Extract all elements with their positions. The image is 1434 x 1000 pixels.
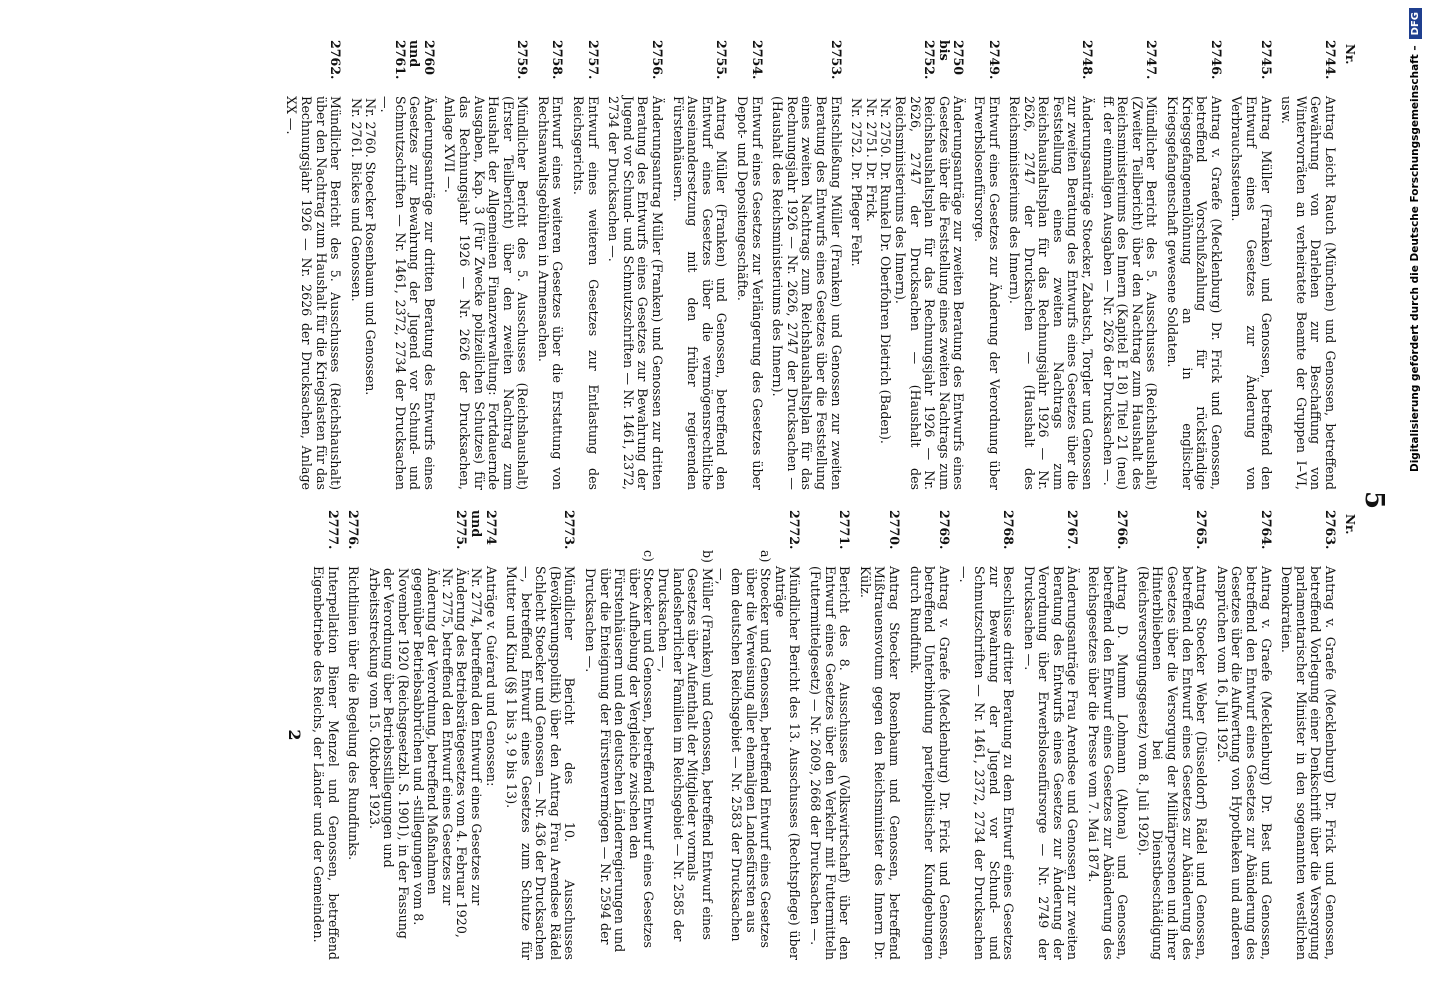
entry-number: 2766. xyxy=(1115,510,1131,550)
sub-entry xyxy=(583,510,656,960)
document-entry xyxy=(1007,40,1095,490)
entry-number: 2769. xyxy=(936,510,952,550)
entry-number: 2750 bis 2752. xyxy=(922,40,967,80)
entry-number: 2758. xyxy=(550,40,566,80)
digitization-stamp xyxy=(1404,8,1426,988)
sub-entry-text: Nr. 2774, betreffend den Entwurf eines Gesetzes zur Änderung des Betriebsrätegesetzes vom 4. Februar 1920, xyxy=(454,568,484,938)
sub-entry-label: c) xyxy=(641,550,657,562)
document-entry xyxy=(807,510,851,960)
entry-text: Antrag Stoecker Rosenbaum und Genossen, betreffend Mißtrauensvotum gegen den Reichsminister des Innern Dr. Külz. xyxy=(857,566,902,960)
document-entry xyxy=(772,510,801,960)
entry-text: Antrag v. Graefe (Mecklenburg) Dr. Frick und Genossen, betreffend Vorschußzahlung für rückständige Kriegsgefangenenlöhnung an in englischer Kriegsgefangenschaft gewesene Soldaten. xyxy=(1165,96,1224,490)
entry-number: 2777. xyxy=(325,510,341,550)
entry-text: Entwurf eines weiteren Gesetzes über die Erstattung von Rechtsanwaltsgebühren in Armensachen. xyxy=(535,96,566,490)
document-entry xyxy=(504,510,577,960)
entry-number: 2764. xyxy=(1258,510,1274,550)
sub-entry xyxy=(366,510,454,960)
sub-entry-text: Nr. 2752. Dr. Pfleger Fehr. xyxy=(849,98,865,267)
entry-text: Entschließung Müller (Franken) und Genossen zur zweiten Beratung des Entwurfs eines Gesetzes über die Feststellung eines zweiten Nachtrags zum Reichshaushaltsplan für das Rechnungsjahr 1926 — Nr. 2626, 2747 der Drucksachen — (Haushalt des Reichsministeriums des Innern). xyxy=(770,96,844,490)
entry-number: 2762. xyxy=(328,40,344,80)
document-entry xyxy=(606,40,664,490)
document-entry xyxy=(892,40,965,490)
entry-text: Beschlüsse dritter Beratung zu dem Entwurf eines Gesetzes zur Bewahrung der Jugend vor Schund- und Schmutzschriften — Nr. 1461, 2372, 2734 der Drucksachen —. xyxy=(957,566,1017,960)
entry-text: Mündlicher Bericht des 5. Ausschusses (Reichshaushalt) (Erster Teilbericht) über den zweiten Nachtrag zum Haushalt der Allgemeinen Finanzverwaltung: Fortdauernde Ausgaben, Kap. 3 (Für Zwecke polizeilichen Schutzes) für das Rechnungsjahr 1926 — Nr. 2626 der Drucksachen, Anlage XVII —. xyxy=(442,96,531,490)
document-entry xyxy=(1279,40,1337,490)
entry-text: Antrag D. Mumm Lohmann (Altona) und Genossen, betreffend den Entwurf eines Gesetzes zur Abänderung des Reichsgesetzes über die Presse vom 7. Mai 1874. xyxy=(1086,566,1131,960)
entry-number: 2774 und 2775. xyxy=(454,510,499,550)
left-column xyxy=(284,40,1357,490)
document-entry xyxy=(907,510,951,960)
entry-number: 2745. xyxy=(1258,40,1274,80)
entry-text: Änderungsantrag Müller (Franken) und Genossen zur dritten Beratung des Entwurfs eines Gesetzes zur Bewahrung der Jugend vor Schund- und Schmutzschriften — Nr. 1461, 2372, 2734 der Drucksachen —. xyxy=(606,96,666,490)
entry-number: 2768. xyxy=(1001,510,1017,550)
document-page xyxy=(7,20,1397,980)
entry-number: 2753. xyxy=(828,40,844,80)
sub-entry-text: Stoecker und Genossen, betreffend Entwurf eines Gesetzes über Aufhebung der Vergleiche zwischen den Fürstenhäusern und den deutschen Länderregierungen und über die Enteignung der Fürstenvermögen — Nr. 2594 der Drucksachen —. xyxy=(583,568,657,953)
entry-text: Mündlicher Bericht des 5. Ausschusses (Reichshaushalt) (Zweiter Teilbericht) über den Nachtrag zum Haushalt des Reichsministeriums des Innern (Kapitel E 18) Titel 21 (neu) ff. der einmaligen Ausgaben — Nr. 2626 der Drucksachen —. xyxy=(1100,96,1160,490)
entry-text: Mündlicher Bericht des 5. Ausschusses (Reichshaushalt) über den Nachtrag zum Haushalt für die Kriegslasten für das Rechnungsjahr 1926 — Nr. 2626 der Drucksachen, Anlage XX —. xyxy=(284,96,344,490)
sub-entry-text: Nr. 2750. Dr. Runkel Dr. Oberfohren Dietrich (Baden). xyxy=(878,98,894,444)
entry-text: Mündlicher Bericht des 13. Ausschusses (Rechtspflege) über Anträge xyxy=(772,566,803,960)
sub-entry xyxy=(878,40,893,490)
entry-text: Entwurf eines Gesetzes zur Änderung der Verordnung über Erwerbslosenfürsorge. xyxy=(971,96,1002,490)
sub-entry-text: Stoecker und Genossen, betreffend Entwurf eines Gesetzes über die Verweisung aller ehemaligen Landesfürsten aus dem deutschen Reichsgebiet — Nr. 2583 der Drucksachen —, xyxy=(714,568,774,948)
entry-number: 2748. xyxy=(1080,40,1096,80)
document-entry xyxy=(971,40,1000,490)
dfg-logo: DFG xyxy=(1409,8,1422,39)
nr-column-header-left: Nr. xyxy=(1343,44,1357,65)
document-entry xyxy=(957,510,1015,960)
document-entry xyxy=(442,40,530,490)
page-number: 5 xyxy=(1359,490,1389,510)
entry-number: 2771. xyxy=(837,510,853,550)
entry-text: Änderungsanträge zur dritten Beratung des Entwurfs eines Gesetzes zur Bewahrung der Jugend vor Schund- und Schmutzschriften — Nr. 1461, 2372, 2734 der Drucksachen —. xyxy=(377,96,437,490)
right-column xyxy=(285,510,1357,960)
entry-number: 2767. xyxy=(1065,510,1081,550)
sub-entry xyxy=(363,40,378,490)
entry-text: Antrag v. Graefe (Mecklenburg) Dr. Frick und Genossen, betreffend Vorlegung einer Denkschrift über die Versorgung parlamentarischer Minister in den sogenannten westlichen Demokratien. xyxy=(1279,566,1338,960)
document-entry xyxy=(1164,40,1222,490)
sub-entry-text: Nr. 2775, betreffend den Entwurf eines Gesetzes zur Änderung der Verordnung, betreffend Maßnahmen gegenüber Betriebsabbrüchen und -stillegungen vom 8. November 1920 (Reichsgesetzbl. S. 1901), in der Fassung der Verordnung über Betriebsstillegungen und Arbeitsstreckung vom 15. Oktober 1923. xyxy=(366,568,455,939)
entry-text: Antrag Müller (Franken) und Genossen, betreffend den Entwurf eines Gesetzes über die vermögensrechtliche Auseinandersetzung mit den früher regierenden Fürstenhäusern. xyxy=(670,96,730,490)
entry-text: Änderungsanträge zur zweiten Beratung des Entwurfs eines Gesetzes über die Feststellung eines zweiten Nachtrags zum Reichshaushaltsplan für das Rechnungsjahr 1926 — Nr. 2626, 2747 der Drucksachen — (Haushalt des Reichsministeriums des Innern). xyxy=(892,96,967,490)
sub-entry xyxy=(454,510,483,960)
entry-text: Bericht des 8. Ausschusses (Volkswirtschaft) über den Entwurf eines Gesetzes über den Verkehr mit Futtermitteln (Futtermittelgesetz) — Nr. 2609, 2668 der Drucksachen —. xyxy=(808,566,853,960)
entry-number: 2772. xyxy=(787,510,803,550)
entry-text: Änderungsanträge Frau Arendsee und Genossen zur zweiten Beratung des Entwurfs eines Gesetzes zur Änderung der Verordnung über Erwerbslosenfürsorge — Nr. 2749 der Drucksachen —. xyxy=(1021,566,1081,960)
document-entry xyxy=(1279,510,1337,960)
entry-text: Entwurf eines Gesetzes zur Verlängerung des Gesetzes über Depot- und Depositengeschäfte. xyxy=(735,96,765,490)
document-entry xyxy=(734,40,763,490)
document-entry xyxy=(1021,510,1079,960)
document-entry xyxy=(310,510,339,960)
document-entry xyxy=(670,40,728,490)
entry-text: Änderungsanträge Stoecker, Zabatsch, Torgler und Genossen zur zweiten Beratung des Entwurfs eines Gesetzes über die Feststellung eines zweiten Nachtrags zum Reichshaushaltsplan für das Rechnungsjahr 1926 — Nr. 2626, 2747 der Drucksachen — (Haushalt des Reichsministeriums des Innern). xyxy=(1007,96,1096,490)
document-entry xyxy=(770,40,843,490)
entry-text: Anträge v. Guérard und Genossen: xyxy=(483,566,499,787)
document-entry xyxy=(1229,40,1273,490)
entry-text: Mündlicher Bericht des 10. Ausschusses (Bevölkerungspolitik) über den Antrag Frau Arendsee Rädel Schlecht Stoecker und Genossen — Nr. 436 der Drucksachen —, betreffend Entwurf eines Gesetzes zum Schutze für Mutter und Kind (§§ 1 bis 3, 9 bis 13). xyxy=(504,566,578,960)
entry-number: 2754. xyxy=(749,40,765,80)
document-entry xyxy=(857,510,901,960)
entry-text: Entwurf eines weiteren Gesetzes zur Entlastung des Reichsgerichts. xyxy=(571,96,601,490)
entry-number: 2757. xyxy=(585,40,601,80)
stamp-text: Digitalisierung gefördert durch die Deutsche Forschungsgemeinschaft – xyxy=(1409,45,1421,473)
document-entry xyxy=(1135,510,1208,960)
entry-number: 2773. xyxy=(562,510,578,550)
sheet-signature: 2 xyxy=(285,729,305,741)
sub-entry-label: a) xyxy=(758,550,774,563)
entry-number: 2756. xyxy=(650,40,666,80)
entry-number: 2776. xyxy=(346,510,362,550)
entry-number: 2747. xyxy=(1144,40,1160,80)
entry-number: 2765. xyxy=(1194,510,1210,550)
sub-entry xyxy=(655,510,713,960)
entry-number: 2744. xyxy=(1323,40,1338,80)
document-entry xyxy=(1086,510,1130,960)
entry-text: Antrag v. Graefe (Mecklenburg) Dr. Best und Genossen, betreffend den Entwurf eines Gesetzes zur Abänderung des Gesetzes über die Aufwertung von Hypotheken und anderen Ansprüchen vom 16. Juli 1925. xyxy=(1214,566,1274,960)
sub-entry xyxy=(714,510,772,960)
entry-text: Antrag Stoecker Weber (Düsseldorf) Rädel und Genossen, betreffend den Entwurf eines Gesetzes zur Abänderung des Gesetzes über die Versorgung der Militärpersonen und ihrer Hinterbliebenen bei Dienstbeschädigung (Reichsversorgungsgesetz) vom 8. Juli 1926). xyxy=(1135,566,1210,960)
entry-text: Richtlinien über die Regelung des Rundfunks. xyxy=(346,566,362,861)
document-entry xyxy=(1214,510,1272,960)
document-entry xyxy=(535,40,564,490)
sub-entry-label: b) xyxy=(699,550,715,563)
entry-text: Interpellation Biener Menzel und Genossen, betreffend Eigenbetriebe des Reichs, der Länder und der Gemeinden. xyxy=(311,566,341,960)
entry-number: 2755. xyxy=(714,40,730,80)
sub-entry-text: Müller (Franken) und Genossen, betreffend Entwurf eines Gesetzes über Aufenthalt der Mitglieder vormals landesherrlicher Familien im Reichsgebiet — Nr. 2585 der Drucksachen —, xyxy=(656,568,715,942)
entry-number: 2770. xyxy=(886,510,902,550)
entry-number: 2749. xyxy=(986,40,1002,80)
sub-entry-text: Nr. 2760. Stoecker Rosenbaum und Genossen. xyxy=(363,98,379,396)
document-entry xyxy=(346,510,361,960)
sub-entry-text: Nr. 2751. Dr. Frick. xyxy=(863,98,879,222)
entry-number: 2746. xyxy=(1208,40,1224,80)
nr-column-header-right: Nr. xyxy=(1343,514,1357,535)
document-entry xyxy=(1100,40,1158,490)
sub-entry-text: Nr. 2761. Bickes und Genossen. xyxy=(348,98,364,302)
sub-entry xyxy=(863,40,878,490)
entry-text: Antrag Leicht Rauch (München) und Genossen, betreffend Gewährung von Darlehen zur Beschaffung von Wintervorräten an verheiratete Beamte der Gruppen I–VI, usw. xyxy=(1279,96,1338,490)
entry-number: 2763. xyxy=(1323,510,1338,550)
sub-entry xyxy=(348,40,363,490)
document-entry xyxy=(571,40,600,490)
entry-number: 2760 und 2761. xyxy=(392,40,437,80)
entry-text: Antrag v. Graefe (Mecklenburg) Dr. Frick und Genossen, betreffend Unterbindung parteipolitischer Kundgebungen durch Rundfunk. xyxy=(907,566,952,960)
sub-entry xyxy=(849,40,864,490)
entry-text: Antrag Müller (Franken) und Genossen, betreffend den Entwurf eines Gesetzes zur Änderung von Verbrauchssteuern. xyxy=(1229,96,1274,490)
document-entry xyxy=(377,40,435,490)
document-entry xyxy=(284,40,342,490)
entry-number: 2759. xyxy=(515,40,531,80)
